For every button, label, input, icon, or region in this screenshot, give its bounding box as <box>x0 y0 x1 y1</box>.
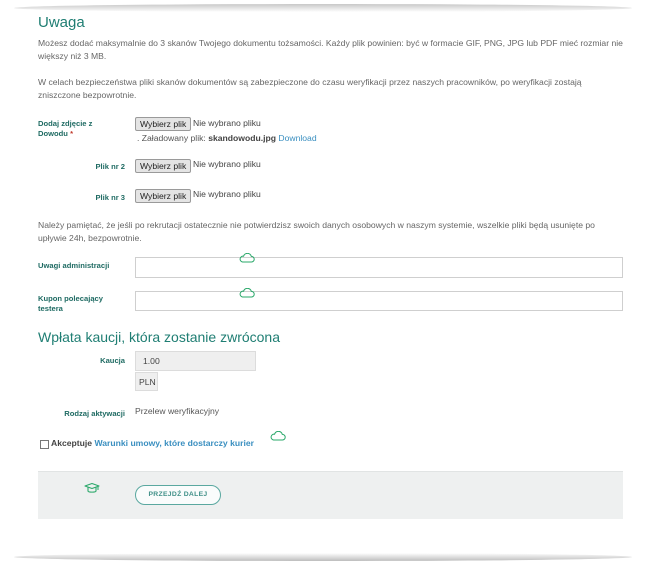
next-button[interactable]: PRZEJDŹ DALEJ <box>135 485 221 505</box>
activation-type-value: Przelew weryfikacyjny <box>135 406 220 416</box>
uploaded-file-info <box>137 133 317 143</box>
uploaded-prefix: . Załadowany plik: <box>137 133 206 143</box>
file-status-3: Nie wybrano pliku <box>193 189 261 199</box>
referral-label-line1: Kupon polecający <box>38 294 103 303</box>
deposit-label: Kaucja <box>100 356 125 365</box>
file-3-label: Plik nr 3 <box>95 193 125 202</box>
id-photo-label-line2: Dowodu <box>38 129 68 138</box>
cloud-icon <box>239 288 255 298</box>
cloud-icon <box>239 253 255 263</box>
referral-label-line2: testera <box>38 304 63 313</box>
accept-terms-checkbox[interactable] <box>40 440 49 449</box>
required-mark: * <box>70 129 74 138</box>
file-status-1: Nie wybrano pliku <box>193 118 261 128</box>
admin-notes-input[interactable] <box>135 257 623 278</box>
referral-input[interactable] <box>135 291 623 311</box>
activation-type-label: Rodzaj aktywacji <box>64 409 125 418</box>
id-photo-label <box>38 119 118 139</box>
terms-link[interactable]: Warunki umowy, które dostarczy kurier <box>94 438 254 448</box>
download-link[interactable]: Download <box>278 133 317 143</box>
notice-title: Uwaga <box>38 14 85 31</box>
deletion-warning: Należy pamiętać, że jeśli po rekrutacji ostatecznie nie potwierdzisz swoich danych osobowych w naszym systemie, wszelkie pliki będą usunięte po upływie 24h, bezpowrotnie. <box>38 220 595 243</box>
top-shadow <box>14 4 632 12</box>
choose-file-button-3[interactable]: Wybierz plik <box>135 189 191 203</box>
referral-label <box>38 294 133 314</box>
notice-paragraph-2: W celach bezpieczeństwa pliki skanów dokumentów są zabezpieczone do czasu weryfikacji przez naszych pracowników, po weryfikacji zostają zniszczone bezpowrotnie. <box>38 77 582 100</box>
file-status-2: Nie wybrano pliku <box>193 159 261 169</box>
bottom-shadow <box>14 553 632 561</box>
file-2-label: Plik nr 2 <box>95 162 125 171</box>
deposit-amount-field[interactable]: 1.00 <box>135 351 256 371</box>
cloud-icon <box>270 431 286 441</box>
notice-paragraph-1: Możesz dodać maksymalnie do 3 skanów Twojego dokumentu tożsamości. Każdy plik powinien: być w formacie GIF, PNG, JPG lub PDF mieć rozmiar nie większy niż 3 MB. <box>38 38 623 61</box>
accept-label: Akceptuje <box>51 438 93 448</box>
accept-terms-row <box>51 438 254 448</box>
currency-field: PLN <box>135 372 158 391</box>
footer-bar <box>38 471 623 519</box>
uploaded-file-name: skandowodu.jpg <box>208 133 276 143</box>
choose-file-button-2[interactable]: Wybierz plik <box>135 159 191 173</box>
choose-file-button-1[interactable]: Wybierz plik <box>135 117 191 131</box>
graduation-cap-icon <box>84 482 100 496</box>
payment-title: Wpłata kaucji, która zostanie zwrócona <box>38 329 280 345</box>
admin-notes-label: Uwagi administracji <box>38 261 110 270</box>
id-photo-label-line1: Dodaj zdjęcie z <box>38 119 93 128</box>
